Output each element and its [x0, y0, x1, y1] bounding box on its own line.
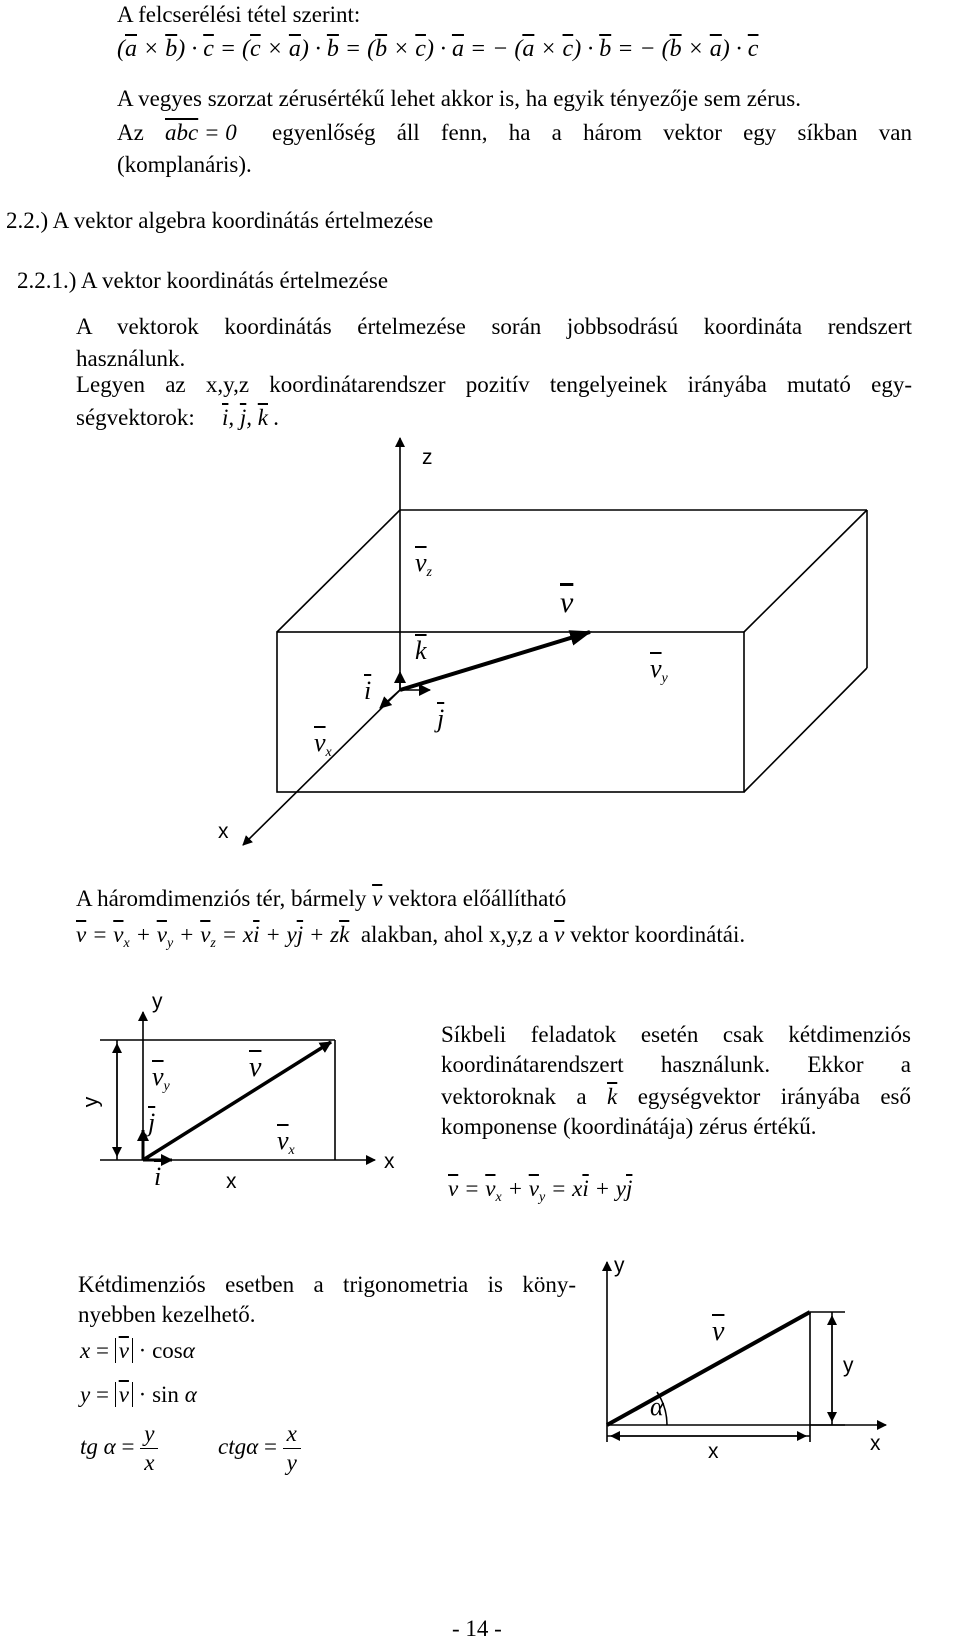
paragraph: vektoroknak a $\overline{k}$ egységvektor irányába eső — [441, 1084, 912, 1109]
vector-v — [607, 1312, 810, 1425]
paragraph: Síkbeli feladatok esetén csak kétdimenziós — [441, 1022, 911, 1047]
label-j: $\overline{j}$ — [437, 704, 445, 733]
bottom-label-x: x — [708, 1440, 719, 1463]
label-k: $\overline{k}$ — [415, 636, 427, 665]
paragraph: koordinátarendszert használunk. Ekkor a — [441, 1052, 911, 1077]
side-label-y: y — [79, 1096, 103, 1108]
subsection-heading: 2.2.1.) A vektor koordinátás értelmezése — [17, 268, 389, 293]
paragraph: használunk. — [76, 346, 186, 371]
paragraph: Kétdimenziós esetben a trigonometria is köny- — [78, 1272, 576, 1297]
section-heading: 2.2.) A vektor algebra koordinátás értelmezése — [6, 208, 434, 233]
page-number: - 14 - — [452, 1616, 502, 1641]
tg-equation: tg α = $\frac{y}{x}$ — [80, 1420, 158, 1477]
label-vx: $\overline{v}_x$ — [314, 728, 332, 760]
paragraph: egyenlőség áll fenn, ha a három vektor egy síkban van — [272, 120, 912, 145]
axis-label-z: z — [422, 446, 433, 469]
intro-line: A felcserélési tétel szerint: — [117, 2, 361, 27]
label-vz: $\overline{v}_z$ — [415, 548, 432, 580]
2d-decomposition-equation: $\overline{v} = \overline{v}_x + \overline{v}_y = x\overline{i} + y\overline{j}$ — [448, 1176, 633, 1205]
paragraph: A háromdimenziós tér, bármely $\overline{v}$ vektora előállítható — [76, 886, 567, 911]
axis-label-x: x — [384, 1150, 395, 1173]
axis-label-y: y — [614, 1254, 625, 1277]
bottom-label-x: x — [226, 1170, 237, 1193]
paragraph: komponense (koordinátája) zérus értékű. — [441, 1114, 817, 1139]
paragraph: Legyen az x,y,z koordinátarendszer pozitív tengelyeinek irányába mutató egy- — [76, 372, 912, 397]
label-vy: $\overline{v}_y$ — [152, 1062, 170, 1094]
label-v: $\overline{v}$ — [560, 586, 574, 619]
paragraph: ségvektorok: — [76, 405, 195, 430]
label-vx: $\overline{v}_x$ — [277, 1126, 295, 1158]
x-equation: $x = \overline{v} \cdot \cos\alpha$ — [80, 1338, 195, 1363]
decomposition-equation: $\overline{v} = \overline{v}_x + \overline{v}_y + \overline{v}_z = x\overline{i} + y\overline{j} + z\overline{k}$ alakban, ahol x,y,z a $\overline{v}$ vektor koordinátái. — [76, 922, 746, 951]
label-i: $\overline{i}$ — [364, 676, 372, 705]
label-alpha: α — [650, 1392, 664, 1421]
axis-label-y: y — [152, 990, 163, 1013]
y-equation: $y = \overline{v} \cdot \sin \alpha$ — [80, 1382, 197, 1407]
label-v: $\overline{v}$ — [712, 1316, 725, 1347]
commutation-identity: $(\overline{a} \times \overline{b}) \cdot \overline{c} = (\overline{c} \times \overline{a}) \cdot \overline{b} = (\overline{b} \times \overline{c}) \cdot \overline{a}$ = − $(\overline{a} \times \overline{c}) \cdot \overline{b}$ = − $(\overline{b} \times \overline{a}) \cdot \overline{c}$ — [117, 36, 759, 62]
paragraph: nyebben kezelhető. — [78, 1302, 256, 1327]
ctg-equation: ctgα = $\frac{x}{y}$ — [218, 1420, 301, 1477]
label-v: $\overline{v}$ — [249, 1052, 262, 1083]
label-i: $\overline{i}$ — [154, 1162, 162, 1191]
coplanar-equation: $\overline{a}\overline{b}\overline{c} = 0$ — [165, 120, 237, 145]
paragraph: (komplanáris). — [117, 152, 252, 177]
axis-label-x: x — [218, 820, 229, 843]
side-label-y: y — [843, 1354, 854, 1377]
label-j: $\overline{j}$ — [148, 1108, 156, 1137]
paragraph-start: Az — [117, 120, 144, 145]
label-vy: $\overline{v}_y$ — [650, 654, 668, 686]
paragraph: A vegyes szorzat zérusértékű lehet akkor is, ha egyik tényezője sem zérus. — [117, 86, 801, 111]
unit-vectors: $\overline{i}$, $\overline{j}$, $\overline{k}$ . — [222, 405, 280, 430]
paragraph: A vektorok koordinátás értelmezése során jobbsodrású koordináta rendszert — [76, 314, 912, 339]
axis-label-x: x — [870, 1432, 881, 1455]
